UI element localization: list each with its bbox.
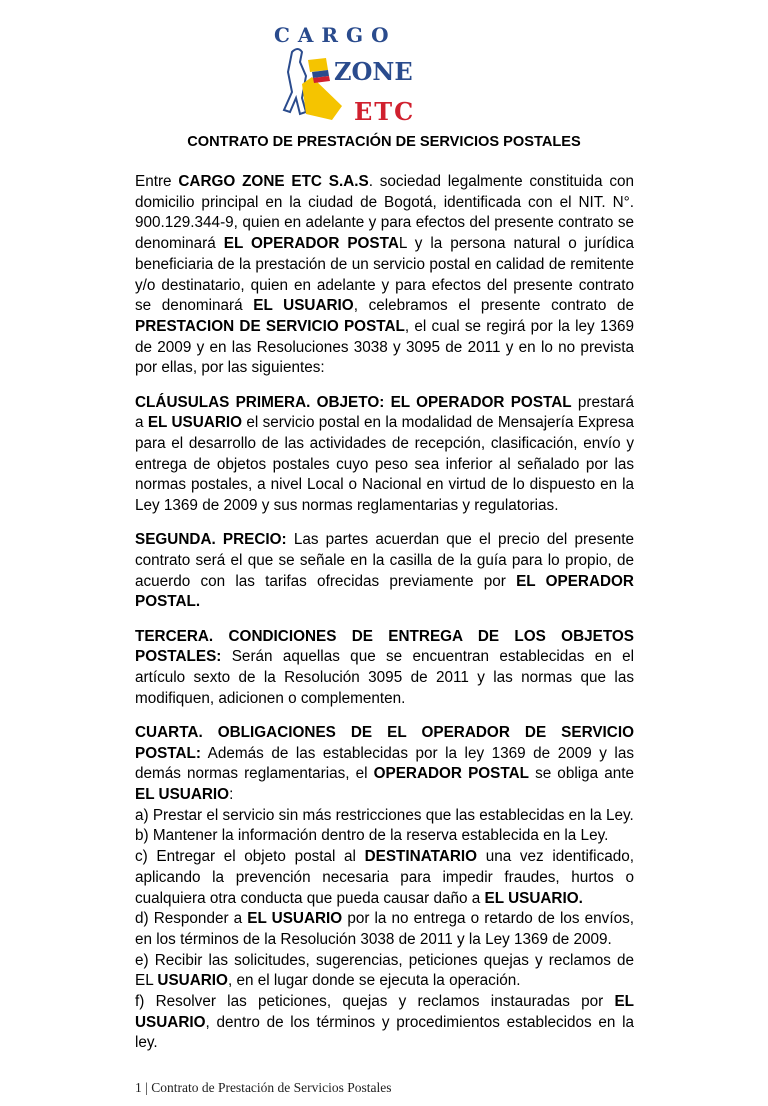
obligation-item (135, 909, 634, 950)
text-segment: , el cual se regirá por la ley 1369 de 2009 y en las Resoluciones 3038 y 3095 de 2011 y en lo no prevista por ellas, por las siguientes: (135, 317, 634, 377)
contract-body (135, 172, 634, 1054)
obligation-item (135, 806, 634, 827)
clause-paragraph (135, 530, 634, 613)
clause-paragraph (135, 172, 634, 379)
text-segment: el servicio postal en la modalidad de Mensajería Expresa para el desarrollo de las actividades de recepción, clasificación, envío y entrega de objetos postales cuyo peso sea inferior al señalado por las normas postales, a nivel Local o Nacional en virtud de lo dispuesto en la Ley 1369 de 2009 y sus normas reglamentarias y regulatorias. (135, 414, 634, 515)
text-segment: . sociedad legalmente constituida con domicilio principal en la ciudad de Bogotá, identificada con el NIT. N°. 900.129.344-9, quien en adelante y para efectos del presente contrato se denominará (135, 173, 634, 253)
text-segment: se obliga ante (528, 765, 634, 783)
svg-text:ZONE: ZONE (334, 57, 413, 86)
obligation-item (135, 847, 634, 909)
bold-text: EL USUARIO (135, 785, 230, 803)
bold-text: USUARIO (157, 972, 228, 990)
text-segment: : (229, 785, 234, 803)
text-segment: b) Mantener la información dentro de la reserva establecida en la Ley. (135, 827, 609, 845)
text-segment: Además de las establecidas por la ley 1369 de 2009 y las demás normas reglamentarias, el (135, 744, 634, 783)
text-segment: , en el lugar donde se ejecuta la operación. (227, 972, 521, 990)
bold-text: EL OPERADOR POSTA (223, 235, 399, 253)
bold-text: EL USUARIO (135, 993, 634, 1031)
document-title: CONTRATO DE PRESTACIÓN DE SERVICIOS POSTALES (187, 134, 581, 150)
text-segment: Las partes acuerdan que el precio del presente contrato será el que se señale en la casilla de la guía para lo propio, de acuerdo con las tarifas ofrecidas previamente por (135, 531, 635, 590)
bold-text: EL USUARIO. (484, 889, 583, 907)
text-segment: a) Prestar el servicio sin más restricciones que las establecidas en la Ley. (135, 806, 634, 824)
page-footer: 1 | Contrato de Prestación de Servicios Postales (135, 1080, 392, 1096)
bold-text: SEGUNDA. PRECIO: (135, 531, 287, 549)
clause-cuarta-intro (135, 723, 634, 806)
text-segment: d) Responder a (135, 910, 248, 928)
text-segment: Entre (135, 173, 179, 190)
text-segment: por la no entrega o retardo de los envíos, en los términos de la Resolución 3038 de 2011 y la Ley 1369 de 2009. (135, 910, 634, 948)
page-content (135, 172, 634, 1106)
bold-text: CARGO ZONE ETC S.A.S (178, 173, 369, 190)
svg-text:ETC: ETC (354, 97, 416, 126)
text-segment: c) Entregar el objeto postal al (135, 848, 365, 866)
bold-text: OPERADOR POSTAL (373, 765, 529, 783)
text-segment: e) Recibir las solicitudes, sugerencias, peticiones quejas y reclamos de EL (135, 951, 634, 990)
bold-text: EL USUARIO (147, 414, 243, 432)
text-segment: , dentro de los términos y procedimientos establecidos en la ley. (135, 1013, 634, 1052)
bold-text: EL USUARIO (253, 297, 354, 315)
obligation-item (135, 951, 634, 992)
bold-text: EL OPERADOR POSTAL. (135, 572, 634, 611)
clause-paragraph (135, 627, 634, 710)
bold-text: CLÁUSULAS PRIMERA. OBJETO: EL OPERADOR POSTAL (135, 393, 572, 411)
text-segment: una vez identificado, aplicando la prevención necesaria para impedir fraudes, hurtos o cualquiera otra conducta que pueda causar daño a (135, 848, 634, 907)
text-segment: prestará a (135, 393, 634, 432)
text-segment: , celebramos el presente contrato de (353, 297, 635, 315)
obligation-item (135, 992, 634, 1054)
text-segment: f) Resolver las peticiones, quejas y reclamos instauradas por (135, 993, 615, 1011)
clause-paragraph (135, 393, 634, 517)
bold-text: PRESTACION DE SERVICIO POSTAL (135, 317, 405, 335)
text-segment: Serán aquellas que se encuentran establecidas en el artículo sexto de la Resolución 3095 de 2011 y las normas que las modifiquen, adicionen o complementen. (135, 648, 634, 707)
text-segment: L y la persona natural o jurídica beneficiaria de la prestación de un servicio postal en calidad de remitente y/o destinatario, quien en adelante y para efectos del presente contrato se denominará (135, 235, 634, 315)
bold-text: DESTINATARIO (364, 848, 478, 866)
cargo-zone-etc-logo (272, 20, 432, 132)
bold-text: CUARTA. OBLIGACIONES DE EL OPERADOR DE SERVICIO POSTAL: (135, 723, 634, 762)
bold-text: EL USUARIO (247, 910, 343, 928)
obligation-item (135, 826, 634, 847)
svg-text:CARGO: CARGO (274, 23, 397, 47)
bold-text: TERCERA. CONDICIONES DE ENTREGA DE LOS OBJETOS POSTALES: (135, 627, 634, 666)
